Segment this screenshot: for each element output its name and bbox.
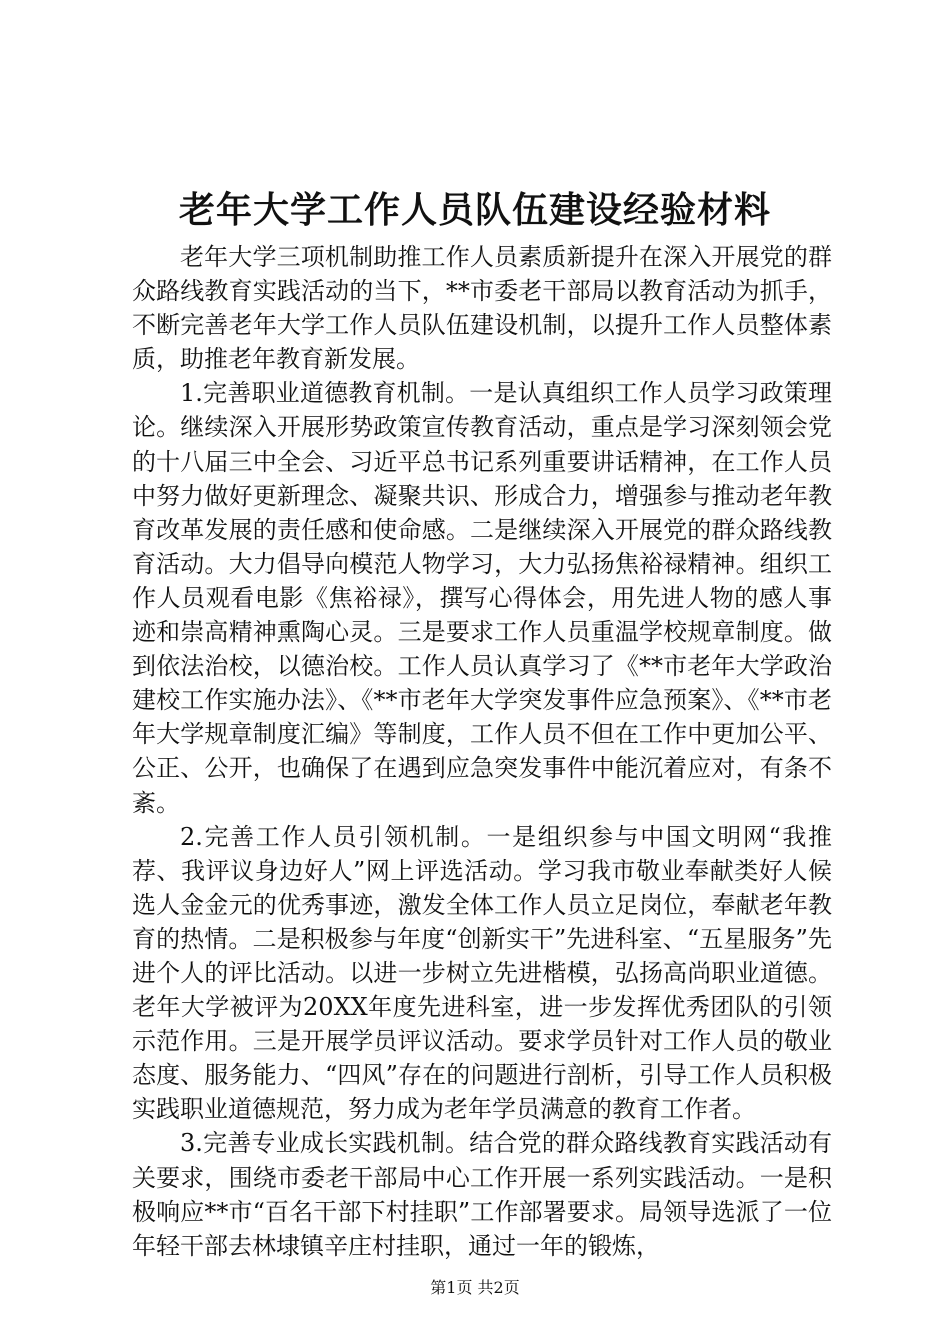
document-body — [132, 240, 832, 1263]
page-footer: 第1页 共2页 — [430, 1278, 520, 1297]
paragraph-section-2: 2.完善工作人员引领机制。一是组织参与中国文明网“我推荐、我评议身边好人”网上评选活动。学习我市敬业奉献类好人候选人金金元的优秀事迹，激发全体工作人员立足岗位，奉献老年教育的热情。二是积极参与年度“创新实干”先进科室、“五星服务”先进个人的评比活动。以进一步树立先进楷模，弘扬高尚职业道德。老年大学被评为20XX年度先进科室，进一步发挥优秀团队的引领示范作用。三是开展学员评议活动。要求学员针对工作人员的敬业态度、服务能力、“四风”存在的问题进行剖析，引导工作人员积极实践职业道德规范，努力成为老年学员满意的教育工作者。 — [132, 822, 832, 1124]
paragraph-section-3: 3.完善专业成长实践机制。结合党的群众路线教育实践活动有关要求，围绕市委老干部局中心工作开展一系列实践活动。一是积极响应**市“百名干部下村挂职”工作部署要求。局领导选派了一位年轻干部去林埭镇辛庄村挂职，通过一年的锻炼， — [132, 1129, 832, 1260]
paragraph-intro: 老年大学三项机制助推工作人员素质新提升在深入开展党的群众路线教育实践活动的当下，**市委老干部局以教育活动为抓手，不断完善老年大学工作人员队伍建设机制，以提升工作人员整体素质，助推老年教育新发展。 — [132, 243, 832, 374]
paragraph-section-1: 1.完善职业道德教育机制。一是认真组织工作人员学习政策理论。继续深入开展形势政策宣传教育活动，重点是学习深刻领会党的十八届三中全会、习近平总书记系列重要讲话精神，在工作人员中努力做好更新理念、凝聚共识、形成合力，增强参与推动老年教育改革发展的责任感和使命感。二是继续深入开展党的群众路线教育活动。大力倡导向模范人物学习，大力弘扬焦裕禄精神。组织工作人员观看电影《焦裕禄》，撰写心得体会，用先进人物的感人事迹和崇高精神熏陶心灵。三是要求工作人员重温学校规章制度。做到依法治校，以德治校。工作人员认真学习了《**市老年大学政治建校工作实施办法》、《**市老年大学突发事件应急预案》、《**市老年大学规章制度汇编》等制度，工作人员不但在工作中更加公平、公正、公开，也确保了在遇到应急突发事件中能沉着应对，有条不紊。 — [132, 379, 832, 817]
document-title: 老年大学工作人员队伍建设经验材料 — [178, 189, 771, 231]
